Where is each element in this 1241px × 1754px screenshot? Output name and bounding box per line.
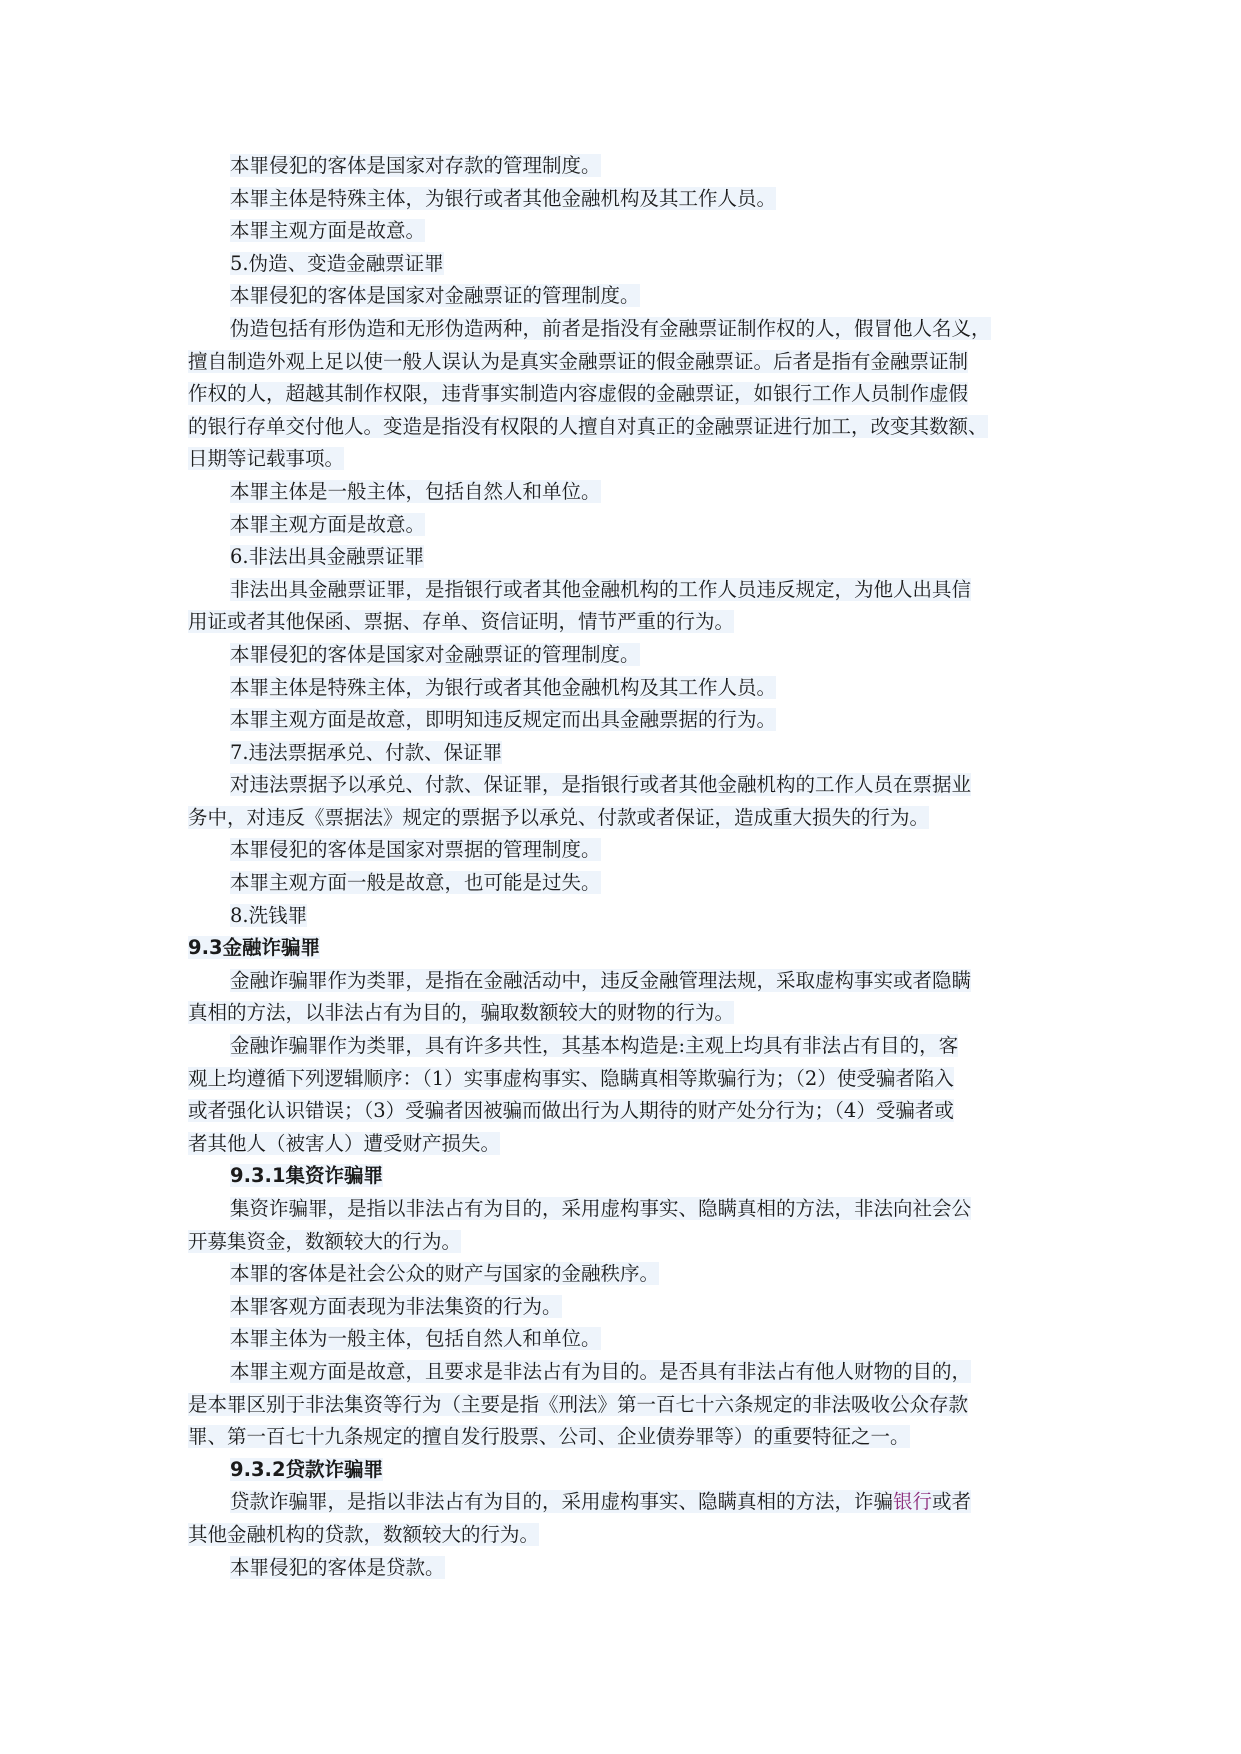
line-text: 本罪主观方面是故意，且要求是非法占有为目的。是否具有非法占有他人财物的目的， [230, 1359, 972, 1383]
line-text: 或者强化认识错误；（3）受骗者因被骗而做出行为人期待的财产处分行为；（4）受骗者或 [188, 1099, 954, 1123]
text-line [188, 1030, 1068, 1063]
text-line [188, 997, 1068, 1030]
line-text: 本罪侵犯的客体是国家对存款的管理制度。 [230, 154, 601, 177]
line-text: 5.伪造、变造金融票证罪 [230, 251, 444, 275]
line-text: 真相的方法，以非法占有为目的，骗取数额较大的财物的行为。 [188, 1001, 735, 1025]
text-line [188, 834, 1068, 867]
line-text: 的银行存单交付他人。变造是指没有权限的人擅自对真正的金融票证进行加工，改变其数额、 [188, 414, 988, 438]
text-line [188, 1486, 1068, 1519]
text-line [188, 1063, 1068, 1096]
line-text: 集资诈骗罪，是指以非法占有为目的，采用虚构事实、隐瞒真相的方法，非法向社会公 [230, 1197, 972, 1220]
text-line [188, 672, 1068, 705]
text-line [188, 639, 1068, 672]
line-text: 是本罪区别于非法集资等行为（主要是指《刑法》第一百七十六条规定的非法吸收公众存款 [188, 1392, 969, 1416]
line-text: 本罪主观方面一般是故意，也可能是过失。 [230, 871, 601, 895]
line-text: 伪造包括有形伪造和无形伪造两种，前者是指没有金融票证制作权的人，假冒他人名义， [230, 316, 991, 340]
text-line [188, 802, 1068, 835]
text-line [188, 443, 1068, 476]
line-text: 贷款诈骗罪，是指以非法占有为目的，采用虚构事实、隐瞒真相的方法，诈骗 [230, 1490, 894, 1514]
text-line [188, 769, 1068, 802]
text-line [188, 574, 1068, 607]
line-text: 其他金融机构的贷款，数额较大的行为。 [188, 1522, 540, 1546]
text-line [188, 900, 1068, 933]
bank-link[interactable]: 银行 [893, 1490, 933, 1514]
line-text: 本罪侵犯的客体是贷款。 [230, 1555, 445, 1579]
text-line [188, 1128, 1068, 1161]
text-line [188, 1356, 1068, 1389]
text-line [188, 346, 1068, 379]
line-text: 用证或者其他保函、票据、存单、资信证明，情节严重的行为。 [188, 610, 735, 634]
text-line [188, 476, 1068, 509]
line-text: 本罪主观方面是故意。 [230, 219, 426, 243]
text-line [188, 704, 1068, 737]
line-text: 本罪主体是特殊主体，为银行或者其他金融机构及其工作人员。 [230, 186, 777, 210]
line-text: 9.3.2贷款诈骗罪 [230, 1457, 384, 1481]
text-line [188, 215, 1068, 248]
text-line [188, 965, 1068, 998]
line-text: 金融诈骗罪作为类罪，具有许多共性，其基本构造是:主观上均具有非法占有目的，客 [230, 1034, 959, 1058]
text-line [188, 1323, 1068, 1356]
section-heading [188, 1160, 1068, 1193]
line-text: 9.3.1集资诈骗罪 [230, 1164, 384, 1188]
text-line [188, 150, 1068, 183]
text-line [188, 1389, 1068, 1422]
text-line [188, 1258, 1068, 1291]
line-text: 本罪客观方面表现为非法集资的行为。 [230, 1294, 562, 1318]
text-line [188, 1193, 1068, 1226]
line-text: 7.违法票据承兑、付款、保证罪 [230, 740, 503, 764]
line-text: 金融诈骗罪作为类罪，是指在金融活动中，违反金融管理法规，采取虚构事实或者隐瞒 [230, 968, 972, 992]
line-text: 日期等记载事项。 [188, 447, 345, 471]
section-heading [188, 1454, 1068, 1487]
line-text-suffix: 或者 [932, 1490, 972, 1514]
line-text: 6.非法出具金融票证罪 [230, 545, 425, 569]
section-heading [188, 932, 1068, 965]
line-text: 非法出具金融票证罪，是指银行或者其他金融机构的工作人员违反规定，为他人出具信 [230, 577, 972, 601]
line-text: 对违法票据予以承兑、付款、保证罪，是指银行或者其他金融机构的工作人员在票据业 [230, 773, 972, 797]
text-line [188, 1421, 1068, 1454]
line-text: 罪、第一百七十九条规定的擅自发行股票、公司、企业债券罪等）的重要特征之一。 [188, 1425, 910, 1449]
line-text: 作权的人，超越其制作权限，违背事实制造内容虚假的金融票证，如银行工作人员制作虚假 [188, 382, 969, 406]
line-text: 开募集资金，数额较大的行为。 [188, 1229, 462, 1253]
text-line [188, 378, 1068, 411]
line-text: 8.洗钱罪 [230, 903, 308, 927]
text-line [188, 1291, 1068, 1324]
text-line [188, 248, 1068, 281]
text-line [188, 509, 1068, 542]
line-text: 务中，对违反《票据法》规定的票据予以承兑、付款或者保证，造成重大损失的行为。 [188, 805, 930, 829]
line-text: 本罪主体为一般主体，包括自然人和单位。 [230, 1327, 601, 1351]
text-line [188, 280, 1068, 313]
line-text: 本罪侵犯的客体是国家对金融票证的管理制度。 [230, 284, 640, 308]
line-text: 本罪主体是一般主体，包括自然人和单位。 [230, 479, 601, 503]
line-text: 本罪主观方面是故意，即明知违反规定而出具金融票据的行为。 [230, 708, 777, 732]
text-line [188, 1095, 1068, 1128]
line-text: 者其他人（被害人）遭受财产损失。 [188, 1131, 501, 1155]
text-line [188, 1552, 1068, 1585]
text-line [188, 411, 1068, 444]
text-line [188, 183, 1068, 216]
text-line [188, 867, 1068, 900]
line-text: 9.3金融诈骗罪 [188, 936, 321, 960]
line-text: 本罪侵犯的客体是国家对票据的管理制度。 [230, 838, 601, 862]
line-text: 观上均遵循下列逻辑顺序：（1）实事虚构事实、隐瞒真相等欺骗行为；（2）使受骗者陷入 [188, 1066, 954, 1090]
text-line [188, 313, 1068, 346]
text-line [188, 737, 1068, 770]
line-text: 本罪主体是特殊主体，为银行或者其他金融机构及其工作人员。 [230, 675, 777, 699]
line-text: 本罪的客体是社会公众的财产与国家的金融秩序。 [230, 1262, 660, 1286]
document-body [188, 150, 1068, 1584]
line-text: 本罪主观方面是故意。 [230, 512, 426, 536]
text-line [188, 1226, 1068, 1259]
text-line [188, 1519, 1068, 1552]
text-line [188, 606, 1068, 639]
text-line [188, 541, 1068, 574]
line-text: 本罪侵犯的客体是国家对金融票证的管理制度。 [230, 642, 640, 666]
line-text: 擅自制造外观上足以使一般人误认为是真实金融票证的假金融票证。后者是指有金融票证制 [188, 349, 969, 373]
